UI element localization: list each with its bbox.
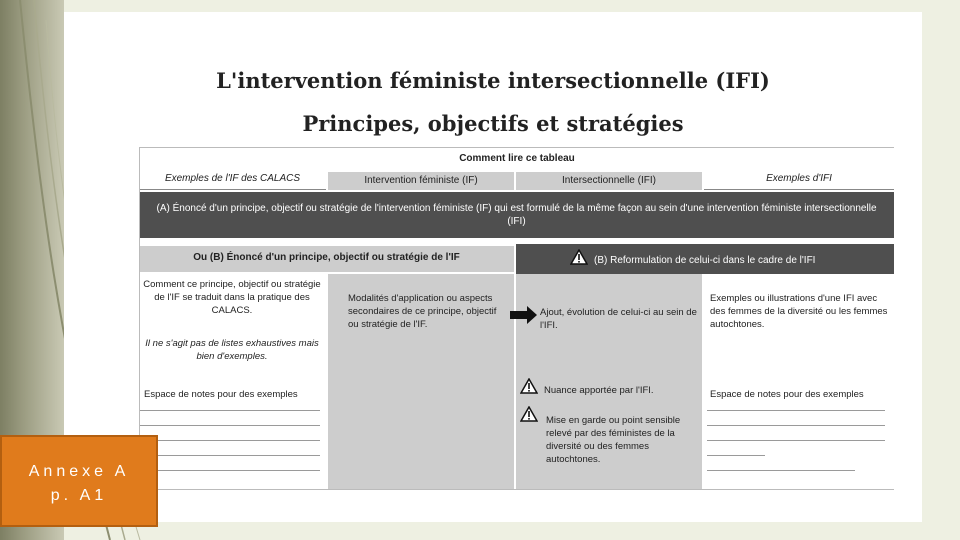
col1-description: Comment ce principe, objectif ou stratégie de l'IF se traduit dans la pratique des CALACS. (143, 279, 321, 316)
col4-notes-label: Espace de notes pour des exemples (710, 389, 864, 400)
col2-description: Modalités d'application ou aspects secondaires de ce principe, objectif ou stratégie de l'IF. (348, 293, 497, 330)
col3-description: Ajout, évolution de celui-ci au sein de l'IFI. (540, 307, 697, 331)
column-header-examples-if: Exemples de l'IF des CALACS (139, 172, 326, 190)
annexe-label: Annexe A (28, 463, 130, 480)
table-frame (139, 147, 894, 490)
row-b-left: Ou (B) Énoncé d'un principe, objectif ou stratégie de l'IF (139, 246, 514, 272)
column-header-examples-ifi: Exemples d'IFI (704, 172, 894, 190)
col1-note: Il ne s'agit pas de listes exhaustives mais bien d'exemples. (145, 338, 319, 362)
page-subtitle: Principes, objectifs et stratégies (302, 111, 684, 136)
slide-content (64, 12, 922, 522)
page-title: L'intervention féministe intersectionnelle (IFI) (216, 68, 770, 93)
annexe-badge (0, 435, 158, 527)
table-caption: Comment lire ce tableau (139, 147, 894, 169)
col3-nuance: Nuance apportée par l'IFI. (544, 385, 654, 396)
col4-description: Exemples ou illustrations d'une IFI avec des femmes de la diversité ou les femmes autochtones. (710, 293, 888, 330)
column-header-ifi: Intersectionnelle (IFI) (516, 172, 702, 190)
row-a-statement: (A) Énoncé d'un principe, objectif ou stratégie de l'intervention féministe (IF) qui est formulé de la même façon au sein d'une intervention féministe intersectionnelle (IFI) (139, 192, 894, 238)
annexe-page: p. A1 (50, 487, 108, 504)
column-header-if: Intervention féministe (IF) (328, 172, 514, 190)
col3-warning: Mise en garde ou point sensible relevé par des féministes de la diversité ou des femmes autochtones. (546, 415, 681, 465)
col1-notes-label: Espace de notes pour des exemples (144, 389, 298, 400)
row-b-right-label: (B) Reformulation de celui-ci dans le cadre de l'IFI (594, 255, 816, 266)
